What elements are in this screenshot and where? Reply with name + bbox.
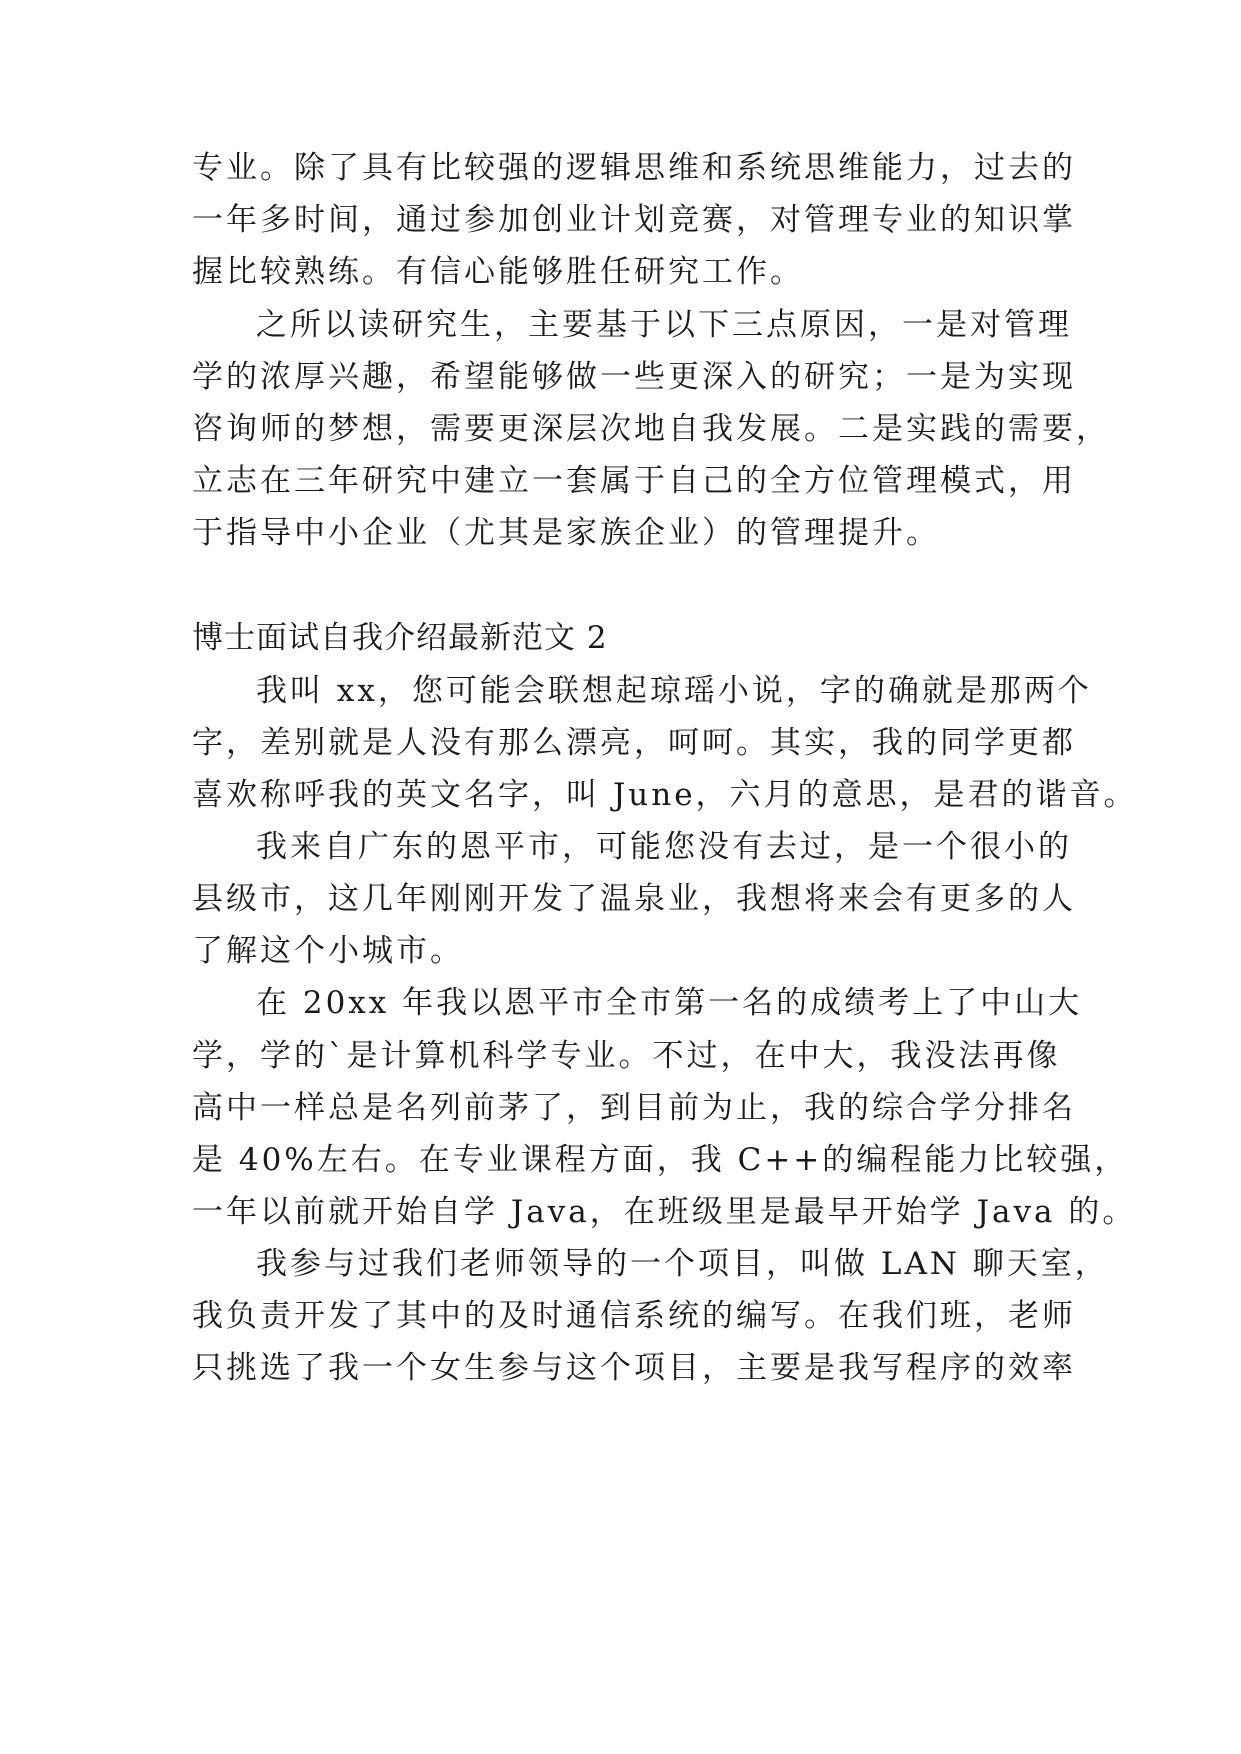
s1-p1-line-3: 握比较熟练。有信心能够胜任研究工作。 [192, 254, 804, 290]
s1-p2-line-5: 于指导中小企业（尤其是家族企业）的管理提升。 [192, 515, 940, 551]
s2-p3-line-4: 是 40%左右。在专业课程方面，我 C++的编程能力比较强， [192, 1142, 1129, 1178]
s1-p1-line-2: 一年多时间，通过参加创业计划竞赛，对管理专业的知识掌 [192, 202, 1076, 238]
s2-p1-line-3: 喜欢称呼我的英文名字，叫 June，六月的意思，是君的谐音。 [192, 777, 1138, 813]
s2-p3-line-5: 一年以前就开始自学 Java，在班级里是最早开始学 Java 的。 [192, 1194, 1137, 1230]
s2-p4-line-2: 我负责开发了其中的及时通信系统的编写。在我们班，老师 [192, 1298, 1076, 1334]
s1-p1-line-1: 专业。除了具有比较强的逻辑思维和系统思维能力，过去的 [192, 150, 1076, 186]
s2-p1-line-1: 我叫 xx，您可能会联想起琼瑶小说，字的确就是那两个 [256, 673, 1092, 709]
s2-p3-line-1: 在 20xx 年我以恩平市全市第一名的成绩考上了中山大 [256, 985, 1083, 1021]
s1-p2-line-4: 立志在三年研究中建立一套属于自己的全方位管理模式，用 [192, 463, 1076, 499]
s2-p3-line-2: 学，学的`是计算机科学专业。不过，在中大，我没法再像 [192, 1038, 1061, 1074]
s1-p2-line-3: 咨询师的梦想，需要更深层次地自我发展。二是实践的需要， [192, 411, 1110, 447]
section-heading: 博士面试自我介绍最新范文 2 [192, 620, 608, 656]
s2-p2-line-3: 了解这个小城市。 [192, 933, 464, 969]
s2-p3-line-3: 高中一样总是名列前茅了，到目前为止，我的综合学分排名 [192, 1090, 1076, 1126]
s2-p4-line-3: 只挑选了我一个女生参与这个项目，主要是我写程序的效率 [192, 1350, 1076, 1386]
s2-p1-line-2: 字，差别就是人没有那么漂亮，呵呵。其实，我的同学更都 [192, 725, 1076, 761]
s2-p2-line-1: 我来自广东的恩平市，可能您没有去过，是一个很小的 [256, 829, 1072, 865]
s1-p2-line-2: 学的浓厚兴趣，希望能够做一些更深入的研究；一是为实现 [192, 359, 1076, 395]
s1-p2-line-1: 之所以读研究生，主要基于以下三点原因，一是对管理 [256, 307, 1072, 343]
s2-p2-line-2: 县级市，这几年刚刚开发了温泉业，我想将来会有更多的人 [192, 881, 1076, 917]
s2-p4-line-1: 我参与过我们老师领导的一个项目，叫做 LAN 聊天室， [256, 1246, 1109, 1282]
